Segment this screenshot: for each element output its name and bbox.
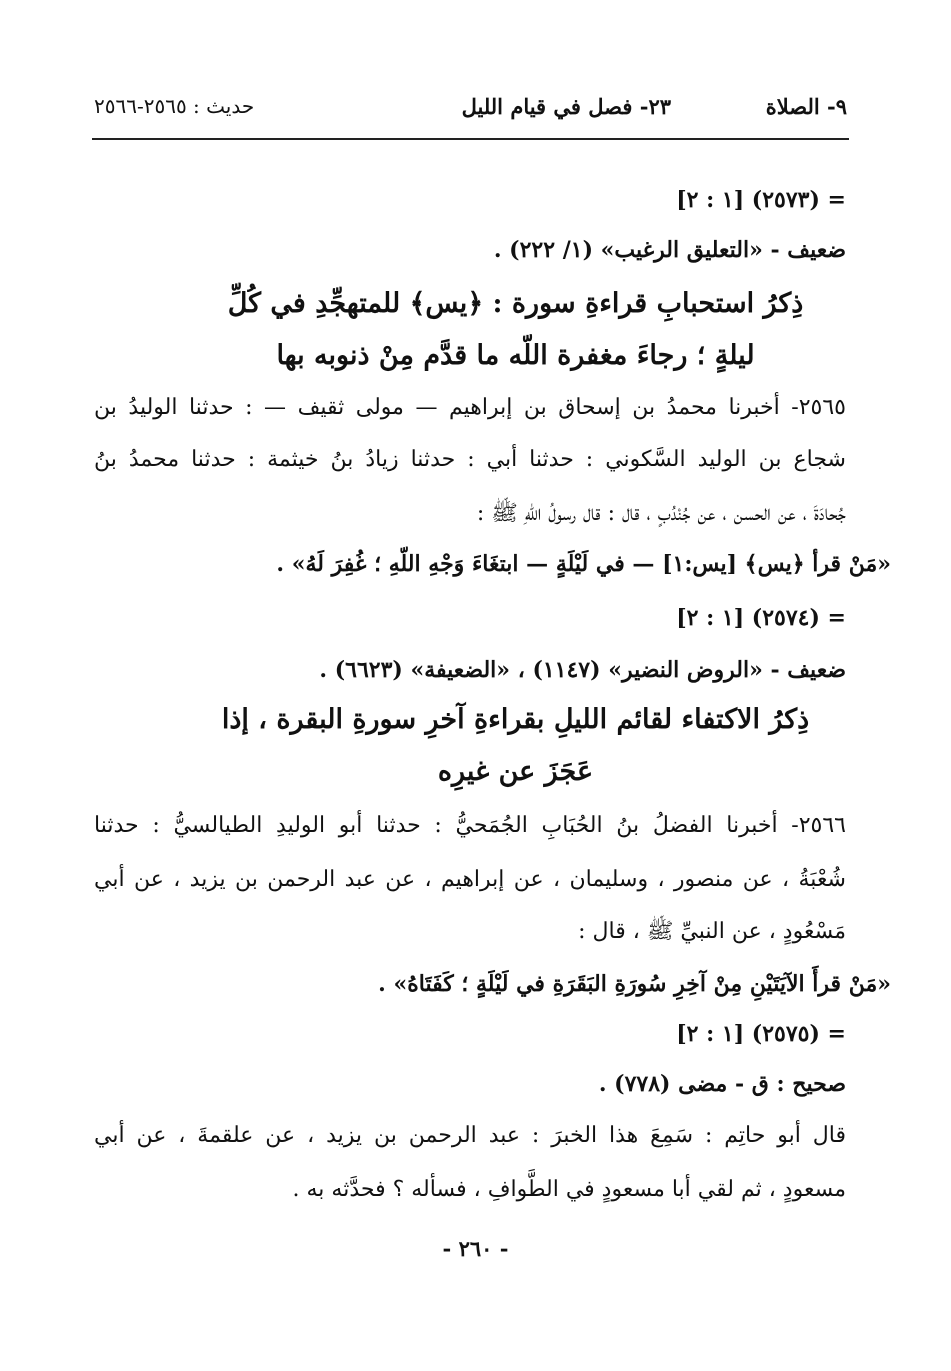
header-book-title: ٩- الصلاة bbox=[765, 94, 847, 119]
page-number: - ٢٦٠ - bbox=[442, 1236, 509, 1261]
hadith-text: جُحادَةَ ، عن الحسن ، عن جُنْدُبٍ ، قال : قال رسولُ اللّهِ ﷺ : bbox=[476, 501, 846, 526]
header-rule bbox=[92, 138, 849, 140]
hadith-text: ٢٥٦٦- أخبرنا الفضلُ بنُ الحُبَابِ الجُمَحيُّ : حدثنا أبو الوليدِ الطيالسيُّ : حدثنا bbox=[94, 813, 846, 838]
cross-reference: = (٢٥٧٥) [١ : ٢] bbox=[676, 1021, 846, 1047]
section-heading: ذِكرُ استحبابِ قراءةِ سورة : ﴿يس﴾ للمتهجِّدِ في كُلِّ bbox=[227, 288, 804, 319]
section-heading: ذِكرُ الاكتفاء لقائم الليلِ بقراءةِ آخرِ سورةِ البقرة ، إذا bbox=[221, 704, 810, 735]
hadith-text: ٢٥٦٥- أخبرنا محمدُ بن إسحاق بن إبراهيم — مولى ثقيف — : حدثنا الوليدُ بن bbox=[94, 395, 846, 420]
cross-reference: = (٢٥٧٤) [١ : ٢] bbox=[676, 605, 846, 631]
hadith-text: شُعْبَةُ ، عن منصور ، وسليمان ، عن إبراهيم ، عن عبد الرحمن بن يزيد ، عن أبي bbox=[94, 867, 846, 892]
section-heading: ليلةٍ ؛ رجاءَ مغفرة اللّه ما قدَّم مِنْ ذنوبه بها bbox=[276, 340, 755, 371]
section-heading: عَجَزَ عن غيرِه bbox=[437, 756, 594, 787]
hadith-matn: «مَنْ قرأَ الآيَتَيْنِ مِنْ آخِرِ سُورَةِ البَقَرَةِ في لَيْلَةٍ ؛ كَفَتَاهُ» . bbox=[378, 971, 891, 997]
commentary-text: قال أبو حاتِم : سَمِعَ هذا الخبرَ : عبد الرحمن بن يزيد ، عن علقمةَ ، عن أبي bbox=[94, 1123, 846, 1148]
grading-note: ضعيف - «التعليق الرغيب» (١/ ٢٢٢) . bbox=[493, 237, 846, 263]
header-hadith-range: حديث : ٢٥٦٥-٢٥٦٦ bbox=[94, 94, 255, 118]
hadith-text: شجاع بن الوليد السَّكوني : حدثنا أبي : حدثنا زيادُ بنُ خيثمة : حدثنا محمدُ بنُ bbox=[94, 447, 846, 472]
header-chapter-title: ٢٣- فصل في قيام الليل bbox=[461, 94, 671, 119]
cross-reference: = (٢٥٧٣) [١ : ٢] bbox=[676, 187, 846, 213]
grading-note: صحيح : ق - مضى (٧٧٨) . bbox=[598, 1071, 846, 1097]
hadith-matn: «مَنْ قرأ ﴿يس﴾ [يس:١] — في لَيْلَةٍ — ابتغَاءَ وَجْهِ اللّهِ ؛ غُفِرَ لَهُ» . bbox=[276, 551, 891, 577]
commentary-text: مسعودٍ ، ثم لقي أبا مسعودٍ في الطَّوافِ ، فسأله ؟ فحدَّثه به . bbox=[292, 1177, 846, 1202]
grading-note: ضعيف - «الروض النضير» (١١٤٧) ، «الضعيفة» (٦٦٢٣) . bbox=[319, 657, 846, 683]
hadith-text: مَسْعُودٍ ، عن النبيِّ ﷺ ، قال : bbox=[578, 919, 846, 944]
running-header bbox=[94, 94, 847, 134]
